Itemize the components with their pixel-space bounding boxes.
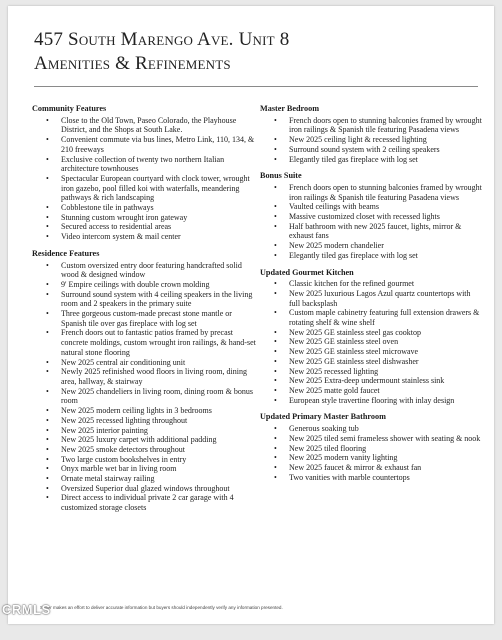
feature-item: • New 2025 recessed lighting (289, 367, 482, 377)
feature-item: • Ornate metal stairway railing (61, 474, 258, 484)
feature-item: • New 2025 chandeliers in living room, dining room & bonus room (61, 387, 258, 406)
feature-item: • Custom oversized entry door featuring handcrafted solid wood & designed window (61, 261, 258, 280)
feature-item: • Stunning custom wrought iron gateway (61, 213, 258, 223)
disclaimer-footnote: Seller makes an effort to deliver accurate information but buyers should independently verify any information presented. (40, 605, 283, 610)
section-master-bedroom (260, 104, 482, 164)
feature-item: • French doors open to stunning balconies framed by wrought iron railings & Spanish tile featuring Pasadena views (289, 116, 482, 135)
title-address: 457 South Marengo Ave. Unit 8 (34, 29, 290, 50)
feature-item: • Oversized Superior dual glazed windows throughout (61, 484, 258, 494)
feature-item: • Close to the Old Town, Paseo Colorado, the Playhouse District, and the Shops at South Lake. (61, 116, 258, 135)
feature-item: • Cobblestone tile in pathways (61, 203, 258, 213)
document-page (8, 6, 494, 624)
feature-item: • Exclusive collection of twenty two northern Italian architecture townhouses (61, 155, 258, 174)
feature-item: • New 2025 modern chandelier (289, 241, 482, 251)
feature-list (32, 261, 258, 513)
page-title (34, 28, 474, 76)
feature-item: • Surround sound system with 2 ceiling speakers (289, 145, 482, 155)
feature-item: • New 2025 interior painting (61, 426, 258, 436)
feature-item: • Two large custom bookshelves in entry (61, 455, 258, 465)
title-divider (34, 86, 478, 87)
feature-item: • French doors out to fantastic patios framed by precast concrete moldings, custom wrought iron railings, & hand-set natural stone flooring (61, 328, 258, 357)
feature-item: • Elegantly tiled gas fireplace with log set (289, 155, 482, 165)
feature-item: • Secured access to residential areas (61, 222, 258, 232)
section-heading: Updated Gourmet Kitchen (260, 267, 354, 277)
feature-item: • Massive customized closet with recessed lights (289, 212, 482, 222)
feature-item: • Surround sound system with 4 ceiling speakers in the living room and 2 speakers in the primary suite (61, 290, 258, 309)
feature-item: • Onyx marble wet bar in living room (61, 464, 258, 474)
section-residence-features (32, 249, 258, 513)
feature-item: • Spectacular European courtyard with clock tower, wrought iron gazebo, pool filled koi with waterfalls, meandering pathways & rich landscaping (61, 174, 258, 203)
section-heading: Community Features (32, 104, 107, 113)
feature-item: • New 2025 GE stainless steel oven (289, 337, 482, 347)
feature-item: • Newly 2025 refinished wood floors in living room, dining area, hallway, & stairway (61, 367, 258, 386)
section-bonus-suite (260, 171, 482, 260)
section-heading: Bonus Suite (260, 171, 302, 181)
feature-item: • New 2025 ceiling light & recessed lighting (289, 135, 482, 145)
feature-item: • Two vanities with marble countertops (289, 473, 482, 483)
section-community-features (32, 104, 258, 242)
feature-item: • New 2025 recessed lighting throughout (61, 416, 258, 426)
feature-item: • New 2025 luxury carpet with additional padding (61, 435, 258, 445)
feature-item: • Three gorgeous custom-made precast stone mantle or Spanish tile over gas fireplace with log set (61, 309, 258, 328)
feature-item: • European style travertine flooring with inlay design (289, 396, 482, 406)
section-heading: Updated Primary Master Bathroom (260, 412, 386, 422)
section-heading: Master Bedroom (260, 104, 320, 113)
feature-item: • New 2025 luxurious Lagos Azul quartz countertops with full backsplash (289, 289, 482, 308)
feature-item: • Convenient commute via bus lines, Metro Link, 110, 134, & 210 freeways (61, 135, 258, 154)
feature-item: • New 2025 faucet & mirror & exhaust fan (289, 463, 482, 473)
feature-item: • Classic kitchen for the refined gourmet (289, 279, 482, 289)
feature-item: • New 2025 GE stainless steel gas cooktop (289, 328, 482, 338)
section-heading: Residence Features (32, 248, 100, 258)
feature-item: • New 2025 GE stainless steel dishwasher (289, 357, 482, 367)
feature-item: • New 2025 modern vanity lighting (289, 453, 482, 463)
feature-item: • New 2025 Extra-deep undermount stainless sink (289, 376, 482, 386)
section-updated-gourmet-kitchen (260, 268, 482, 406)
feature-item: • Half bathroom with new 2025 faucet, lights, mirror & exhaust fans (289, 222, 482, 241)
feature-item: • Direct access to individual private 2 car garage with 4 customized storage closets (61, 493, 258, 512)
right-column (260, 104, 482, 489)
feature-item: • Custom maple cabinetry featuring full extension drawers & rotating shelf & wine shelf (289, 308, 482, 327)
feature-item: • New 2025 modern ceiling lights in 3 bedrooms (61, 406, 258, 416)
feature-item: • Elegantly tiled gas fireplace with log set (289, 251, 482, 261)
feature-list (32, 116, 258, 242)
feature-item: • 9' Empire ceilings with double crown molding (61, 280, 258, 290)
feature-list (260, 279, 482, 405)
crmls-watermark-logo: CRMLS (2, 602, 51, 617)
feature-list (260, 116, 482, 165)
feature-item: • French doors open to stunning balconies framed by wrought iron railings & Spanish tile featuring Pasadena views (289, 183, 482, 202)
feature-item: • New 2025 tiled semi frameless shower with seating & nook (289, 434, 482, 444)
feature-item: • New 2025 central air conditioning unit (61, 358, 258, 368)
feature-item: • Generous soaking tub (289, 424, 482, 434)
feature-item: • Vaulted ceilings with beams (289, 202, 482, 212)
title-subtitle: Amenities & Refinements (34, 53, 231, 74)
feature-list (260, 424, 482, 482)
left-column (32, 104, 258, 520)
feature-item: • New 2025 matte gold faucet (289, 386, 482, 396)
feature-item: • New 2025 GE stainless steel microwave (289, 347, 482, 357)
section-updated-primary-master-bathroom (260, 412, 482, 482)
feature-item: • New 2025 tiled flooring (289, 444, 482, 454)
feature-item: • Video intercom system & mail center (61, 232, 258, 242)
feature-item: • New 2025 smoke detectors throughout (61, 445, 258, 455)
feature-list (260, 183, 482, 261)
